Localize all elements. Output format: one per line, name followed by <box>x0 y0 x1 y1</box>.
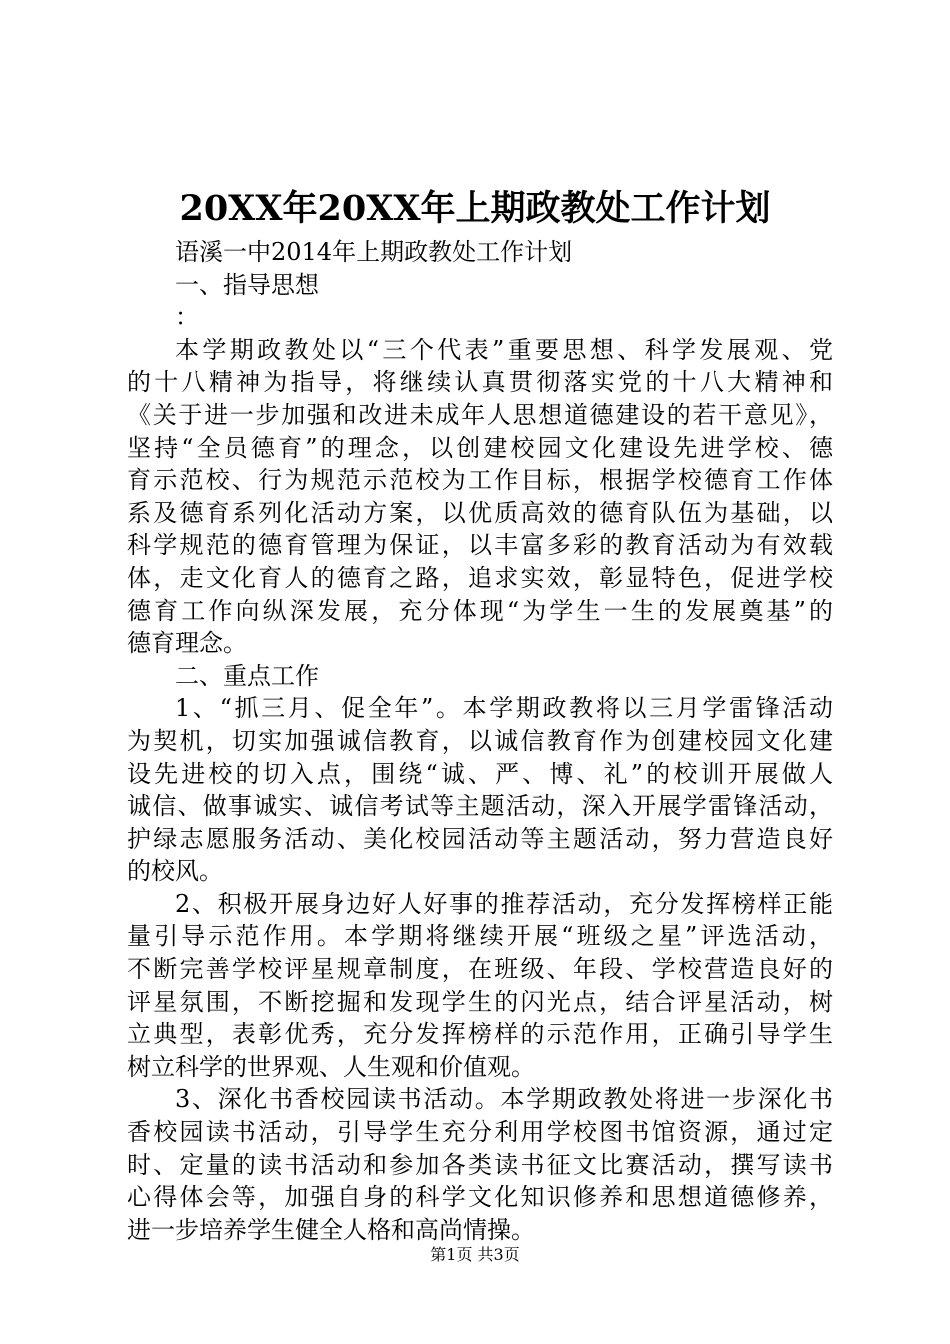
text-line: 的校风。 <box>127 857 223 886</box>
text-line: 评星氛围，不断挖掘和发现学生的闪光点，结合评星活动，树 <box>127 987 833 1016</box>
text-line: 育示范校、行为规范示范校为工作目标，根据学校德育工作体 <box>127 466 833 495</box>
text-line: ： <box>175 303 199 332</box>
subtitle-line: 语溪一中2014年上期政教处工作计划 <box>175 238 573 266</box>
text-line: 1、“抓三月、促全年”。本学期政教将以三月学雷锋活动 <box>175 694 833 723</box>
text-line: 设先进校的切入点，围绕“诚、严、博、礼”的校训开展做人 <box>127 759 833 788</box>
text-line: 3、深化书香校园读书活动。本学期政教处将进一步深化书 <box>175 1085 833 1114</box>
text-line: 体，走文化育人的德育之路，追求实效，彰显特色，促进学校 <box>127 563 833 592</box>
text-line: 为契机，切实加强诚信教育，以诚信教育作为创建校园文化建 <box>127 726 833 755</box>
document-title: 20XX年20XX年上期政教处工作计划 <box>179 188 771 229</box>
text-line: 坚持“全员德育”的理念，以创建校园文化建设先进学校、德 <box>127 433 833 462</box>
document-body <box>127 236 833 1246</box>
text-line: 立典型，表彰优秀，充分发挥榜样的示范作用，正确引导学生 <box>127 1020 833 1049</box>
text-line: 本学期政教处以“三个代表”重要思想、科学发展观、党 <box>175 335 833 364</box>
text-line: 时、定量的读书活动和参加各类读书征文比赛活动，撰写读书 <box>127 1150 833 1179</box>
text-line: 香校园读书活动，引导学生充分利用学校图书馆资源，通过定 <box>127 1118 833 1147</box>
text-line: 德育理念。 <box>127 629 247 658</box>
text-line: 的十八精神为指导，将继续认真贯彻落实党的十八大精神和 <box>127 368 833 397</box>
text-line: 树立科学的世界观、人生观和价值观。 <box>127 1052 535 1081</box>
section-heading: 一、指导思想 <box>175 270 319 299</box>
text-line: 诚信、做事诚实、诚信考试等主题活动，深入开展学雷锋活动， <box>127 792 833 821</box>
text-line: 量引导示范作用。本学期将继续开展“班级之星”评选活动， <box>127 922 833 951</box>
text-line: 德育工作向纵深发展，充分体现“为学生一生的发展奠基”的 <box>127 596 833 625</box>
text-line: 科学规范的德育管理为保证，以丰富多彩的教育活动为有效载 <box>127 531 833 560</box>
text-line: 《关于进一步加强和改进未成年人思想道德建设的若干意见》， <box>127 400 833 429</box>
text-line: 2、积极开展身边好人好事的推荐活动，充分发挥榜样正能 <box>175 889 833 918</box>
text-line: 进一步培养学生健全人格和高尚情操。 <box>127 1215 535 1244</box>
section-heading: 二、重点工作 <box>175 661 319 690</box>
text-line: 心得体会等，加强自身的科学文化知识修养和思想道德修养， <box>127 1183 833 1212</box>
text-line: 不断完善学校评星规章制度，在班级、年段、学校营造良好的 <box>127 955 833 984</box>
text-line: 护绿志愿服务活动、美化校园活动等主题活动，努力营造良好 <box>127 824 833 853</box>
text-line: 系及德育系列化活动方案，以优质高效的德育队伍为基础，以 <box>127 498 833 527</box>
page-footer: 第1页 共3页 <box>430 1245 520 1264</box>
